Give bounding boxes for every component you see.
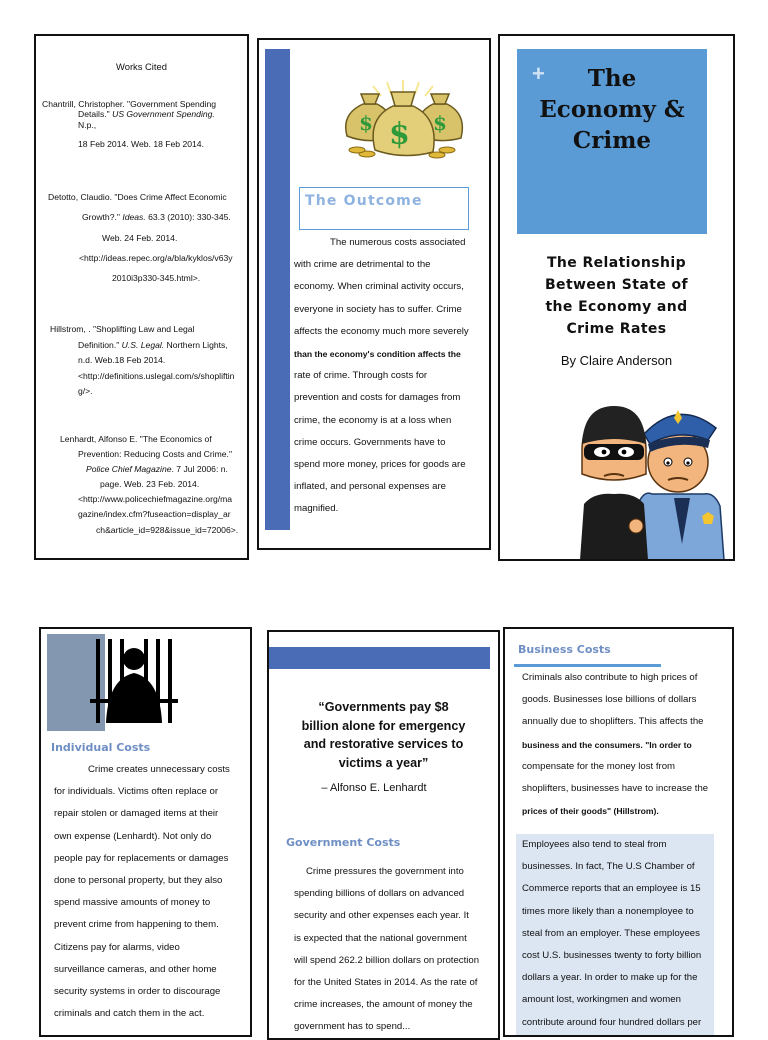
money-bags-illustration bbox=[337, 78, 469, 160]
robber bbox=[580, 406, 648, 560]
individual-costs-text: Crime creates unnecessary costs for individuals. Victims often replace or repair stolen or damaged items at their own expense (Lenhardt). Not only do people pay for replacements or damages done to personal property, but they also spend massive amounts of money to prevent crime from happening to them. Citizens pay for alarms, video surveillance cameras, and other home security systems in order to discourage criminals and catch them in the act. bbox=[54, 764, 230, 1020]
plus-icon: + bbox=[532, 61, 545, 86]
outcome-panel bbox=[257, 38, 491, 550]
outcome-side-bar bbox=[265, 49, 290, 530]
business-costs-heading: Business Costs bbox=[518, 643, 611, 656]
police-officer bbox=[634, 410, 724, 560]
cover-title: The Economy & Crime bbox=[539, 65, 685, 154]
quote-author: – Alfonso E. Lenhardt bbox=[321, 782, 427, 794]
business-costs-text: Criminals also contribute to high prices of goods. Businesses lose billions of dollars annually due to shoplifters. This affects the business and the consumers. "In order to compensate for the money lost from shoplifters, businesses have to increase the prices of their goods" (Hillstrom). bbox=[522, 672, 709, 817]
individual-costs-panel bbox=[39, 627, 252, 1037]
citation-detotto: Detotto, Claudio. "Does Crime Affect Economic Growth?." Ideas. 63.3 (2010): 330-345. Web. 24 Feb. 2014. <http://ideas.repec.org/a/bla/kyklos/v63y 2010i3p330-345.html>. bbox=[48, 192, 233, 284]
citation-hillstrom: Hillstrom, . "Shoplifting Law and Legal Definition." U.S. Legal. Northern Lights, n.d. Web.18 Feb 2014. <http://definitions.uslegal.com/s/shopliftin g/>. bbox=[50, 324, 235, 396]
jail-silhouette-icon bbox=[86, 639, 182, 723]
government-top-bar bbox=[267, 647, 490, 669]
outcome-heading: The Outcome bbox=[305, 193, 423, 209]
money-bag-center bbox=[373, 92, 434, 156]
employee-theft-box: Employees also tend to steal from businesses. In fact, The U.S Chamber of Commerce reports that an employee is 15 times more likely than a nonemployee to steal from an employer. These employees cost U.S. businesses twenty to forty billion dollars a year. In order to make up for the amount lost, workingmen and women contribute around four hundred dollars per bbox=[516, 834, 714, 1037]
works-cited-panel bbox=[34, 34, 249, 560]
government-costs-heading: Government Costs bbox=[286, 836, 401, 849]
money-bag-left-symbol: $ bbox=[359, 111, 373, 135]
outcome-heading-box bbox=[299, 187, 469, 230]
cover-title-block bbox=[517, 49, 707, 234]
outcome-text: The numerous costs associated with crime are detrimental to the economy. When criminal activity occurs, everyone in society has to suffer. Crime affects the economy much more severely than the economy's condition affects the rate of crime. Through costs for prevention and costs for damages from crime, the economy is at a loss when crime occurs. Governments have to spend more money, prices for goods are inflated, and personal expenses are magnified. bbox=[294, 237, 469, 515]
robber-and-police-illustration bbox=[574, 394, 734, 560]
cover-subtitle: The Relationship Between State of the Economy and Crime Rates bbox=[544, 255, 689, 337]
individual-costs-heading: Individual Costs bbox=[51, 741, 151, 754]
money-bag-center-symbol: $ bbox=[389, 117, 410, 152]
business-costs-panel bbox=[503, 627, 734, 1037]
money-bag-right-symbol: $ bbox=[433, 111, 447, 135]
works-cited-title: Works Cited bbox=[116, 61, 167, 72]
citation-lenhardt: Lenhardt, Alfonso E. "The Economics of Prevention: Reducing Costs and Crime." Police Chief Magazine. 7 Jul 2006: n. page. Web. 23 Feb. 2014. <http://www.policechiefmagazine.org/ma gazine/index.cfm?fuseaction=display_ar ch&article_id=928&issue_id=72006>. bbox=[60, 434, 239, 535]
government-costs-text: Crime pressures the government into spending billions of dollars on advanced security and other expenses each year. It is expected that the national government will spend 262.2 billion dollars on protection for the United States in 2014. As the rate of crime increases, the amount of money the government has to spend... bbox=[294, 866, 480, 1033]
lenhardt-quote: “Governments pay $8 billion alone for emergency and restorative services to victims a year” bbox=[301, 700, 466, 770]
cover-author: By Claire Anderson bbox=[560, 353, 673, 368]
government-costs-panel bbox=[267, 630, 500, 1040]
citation-chantrill: Chantrill, Christopher. "Government Spending Details." US Government Spending. N.p., 18 Feb 2014. Web. 18 Feb 2014. bbox=[42, 99, 217, 149]
cover-panel bbox=[498, 34, 735, 561]
